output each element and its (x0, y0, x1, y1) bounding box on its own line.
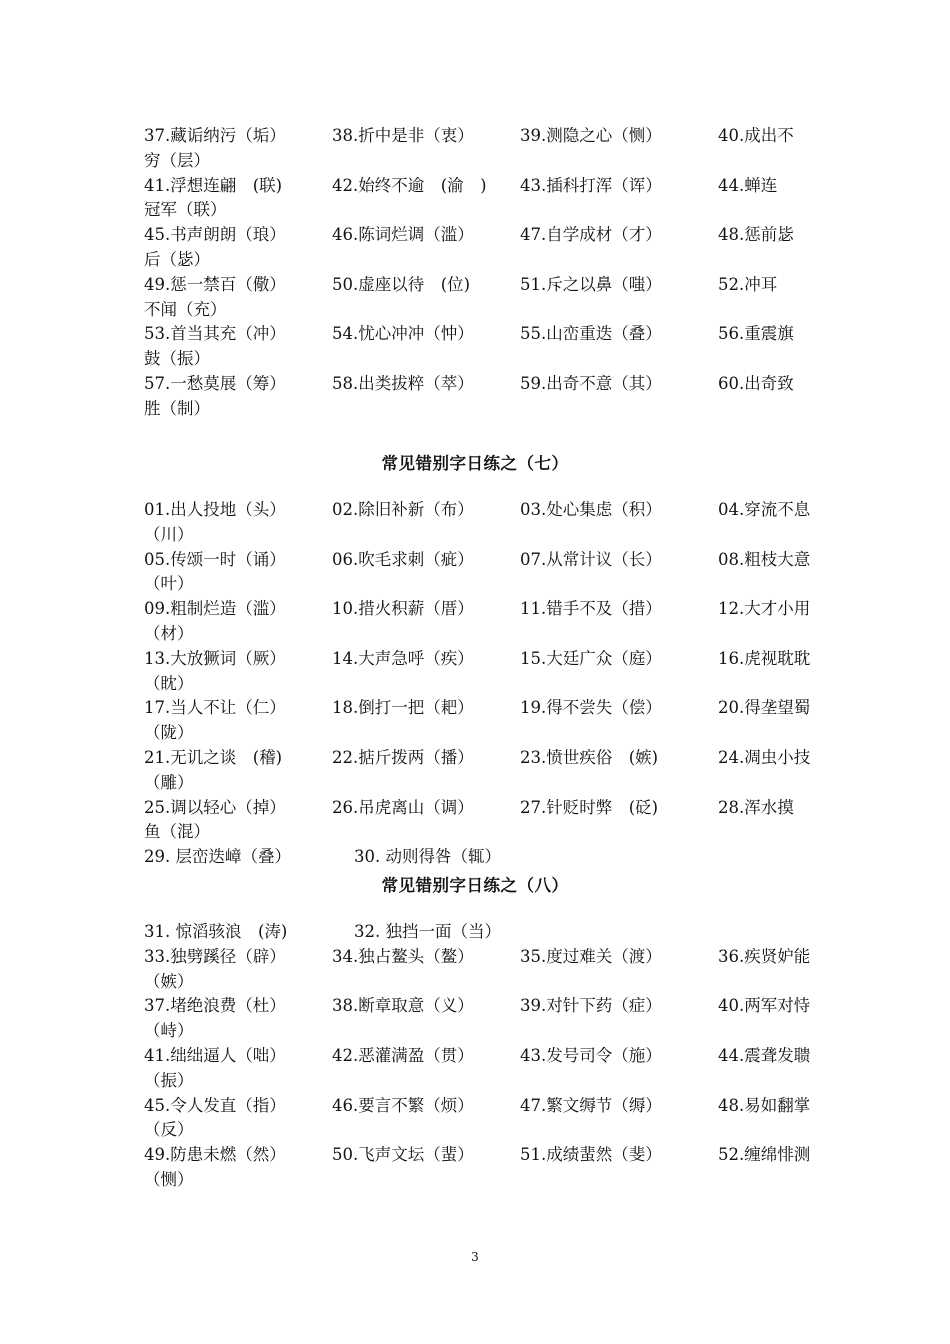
exercise-line (144, 248, 812, 273)
exercise-line (144, 572, 812, 597)
exercise-line (144, 548, 812, 573)
exercise-line (144, 397, 812, 422)
exercise-line (144, 1044, 812, 1069)
exercise-line (144, 820, 812, 845)
page-number: 3 (471, 1250, 479, 1264)
exercise-item: （川） (144, 524, 194, 544)
exercise-item: 56.重震旗 (718, 324, 794, 344)
exercise-item: （反） (144, 1120, 194, 1140)
exercise-line (144, 994, 812, 1019)
exercise-item: 24.凋虫小技 (718, 747, 811, 767)
exercise-line (144, 223, 812, 248)
exercise-item: 14.大声急呼（疾） (332, 648, 474, 668)
exercise-item: （振） (144, 1070, 194, 1090)
exercise-item: 18.倒打一把（耙） (332, 698, 474, 718)
exercise-item: 49.防患未燃（然） (144, 1145, 286, 1165)
exercise-item: 03.处心集虑（积） (520, 500, 662, 519)
exercise-item: 48.易如翻掌 (718, 1095, 811, 1115)
exercise-item: 40.成出不 (718, 126, 794, 145)
exercise-item: 54.忧心冲冲（忡） (332, 324, 474, 344)
exercise-line (144, 347, 812, 372)
exercise-list-seven (144, 498, 812, 870)
exercise-item: 58.出类拔粹（萃） (332, 373, 474, 393)
exercise-item: 51.斥之以鼻（嗤） (520, 274, 662, 294)
exercise-item: 08.粗枝大意 (718, 549, 811, 569)
exercise-item: 55.山峦重迭（叠） (520, 324, 662, 344)
exercise-item: 07.从常计议（长） (520, 549, 662, 569)
exercise-list-continued (144, 124, 812, 422)
exercise-item: 32. 独挡一面（当） (354, 922, 501, 941)
exercise-item: 52.缠绵悱测 (718, 1145, 811, 1165)
exercise-item: 20.得垄望蜀 (718, 698, 811, 718)
exercise-line (144, 1094, 812, 1119)
exercise-item: 49.惩一禁百（儆） (144, 274, 286, 294)
exercise-item: 不闻（充） (144, 299, 227, 319)
exercise-line (144, 622, 812, 647)
exercise-item: 44.蝉连 (718, 175, 778, 195)
exercise-item: 28.浑水摸 (718, 797, 794, 817)
exercise-item: 42.始终不逾 (渝 ) (332, 175, 487, 195)
exercise-item: 38.折中是非（衷） (332, 126, 474, 145)
exercise-item: 06.吹毛求刺（疵） (332, 549, 474, 569)
exercise-item: 后（毖） (144, 249, 210, 269)
exercise-line (144, 845, 812, 870)
exercise-item: 50.虚座以待 (位) (332, 274, 471, 294)
exercise-item: 57.一愁莫展（筹） (144, 373, 286, 393)
exercise-item: 47.自学成材（才） (520, 225, 662, 245)
exercise-line (144, 1168, 812, 1193)
exercise-item: 04.穿流不息 (718, 500, 811, 519)
exercise-item: 10.措火积薪（厝） (332, 599, 474, 619)
exercise-line (144, 1019, 812, 1044)
exercise-item: 45.令人发直（指） (144, 1095, 286, 1115)
exercise-item: 43.插科打浑（诨） (520, 175, 662, 195)
exercise-item: 52.冲耳 (718, 274, 778, 294)
exercise-line (144, 149, 812, 174)
exercise-item: 26.吊虎离山（调） (332, 797, 474, 817)
exercise-item: 38.断章取意（义） (332, 996, 474, 1016)
exercise-line (144, 696, 812, 721)
exercise-line (144, 721, 812, 746)
exercise-item: 15.大廷广众（庭） (520, 648, 662, 668)
section-title-seven: 常见错别字日练之（七） (381, 454, 569, 473)
exercise-item: 鱼（混） (144, 822, 210, 842)
exercise-item: 45.书声朗朗（琅） (144, 225, 286, 245)
exercise-item: 44.震聋发聩 (718, 1045, 811, 1065)
exercise-line (144, 796, 812, 821)
exercise-line (144, 771, 812, 796)
exercise-item: 01.出人投地（头） (144, 500, 286, 519)
exercise-item: 50.飞声文坛（蜚） (332, 1145, 474, 1165)
exercise-item: （材） (144, 623, 194, 643)
exercise-item: （嫉） (144, 971, 194, 991)
exercise-item: 12.大才小用 (718, 599, 811, 619)
exercise-line (144, 970, 812, 995)
exercise-item: 13.大放獗词（厥） (144, 648, 286, 668)
exercise-item: 21.无讥之谈 (稽) (144, 747, 283, 767)
exercise-item: 11.错手不及（措） (520, 599, 662, 619)
exercise-item: （峙） (144, 1021, 194, 1041)
exercise-line (144, 198, 812, 223)
exercise-line (144, 746, 812, 771)
exercise-item: 40.两军对恃 (718, 996, 811, 1016)
exercise-item: 34.独占鳌头（鳌） (332, 946, 474, 966)
exercise-list-eight (144, 920, 812, 1193)
exercise-item: 59.出奇不意（其） (520, 373, 662, 393)
exercise-item: 31. 惊滔骇浪 (涛) (144, 922, 288, 941)
exercise-line (144, 920, 812, 945)
exercise-item: 39.测隐之心（恻） (520, 126, 662, 145)
exercise-line (144, 523, 812, 548)
exercise-line (144, 124, 812, 149)
exercise-item: （雕） (144, 772, 194, 792)
exercise-item: 37.堵绝浪费（杜） (144, 996, 286, 1016)
exercise-item: 46.陈词烂调（滥） (332, 225, 474, 245)
exercise-item: 36.疾贤妒能 (718, 946, 811, 966)
exercise-line (144, 372, 812, 397)
exercise-item: 39.对针下药（症） (520, 996, 662, 1016)
exercise-line (144, 174, 812, 199)
exercise-item: 胜（制） (144, 398, 210, 418)
exercise-line (144, 273, 812, 298)
exercise-item: 27.针贬时弊 (砭) (520, 797, 659, 817)
exercise-line (144, 498, 812, 523)
exercise-item: 23.愤世疾俗 (嫉) (520, 747, 659, 767)
exercise-line (144, 322, 812, 347)
exercise-item: 穷（层） (144, 150, 210, 170)
exercise-line (144, 647, 812, 672)
exercise-line (144, 945, 812, 970)
exercise-item: 29. 层峦迭嶂（叠） (144, 847, 291, 867)
exercise-item: 02.除旧补新（布） (332, 500, 474, 519)
exercise-item: 46.要言不繁（烦） (332, 1095, 474, 1115)
exercise-item: （叶） (144, 574, 194, 594)
exercise-line (144, 597, 812, 622)
exercise-line (144, 672, 812, 697)
exercise-item: 41.浮想连翩 (联) (144, 175, 283, 195)
exercise-item: 42.恶灌满盈（贯） (332, 1045, 474, 1065)
exercise-item: 51.成绩蜚然（斐） (520, 1145, 662, 1165)
exercise-item: 35.度过难关（渡） (520, 946, 662, 966)
section-title-eight: 常见错别字日练之（八） (381, 876, 569, 895)
exercise-item: （恻） (144, 1169, 194, 1189)
exercise-item: 鼓（振） (144, 349, 210, 369)
exercise-item: 60.出奇致 (718, 373, 794, 393)
exercise-item: 17.当人不让（仁） (144, 698, 286, 718)
exercise-item: 19.得不尝失（偿） (520, 698, 662, 718)
exercise-line (144, 1069, 812, 1094)
exercise-line (144, 1118, 812, 1143)
exercise-line (144, 298, 812, 323)
exercise-item: 09.粗制烂造（滥） (144, 599, 286, 619)
exercise-item: 41.绌绌逼人（咄） (144, 1045, 286, 1065)
exercise-item: 37.藏诟纳污（垢） (144, 126, 286, 145)
exercise-item: （陇） (144, 723, 194, 743)
exercise-item: 43.发号司令（施） (520, 1045, 662, 1065)
exercise-line (144, 1143, 812, 1168)
exercise-item: 25.调以轻心（掉） (144, 797, 286, 817)
exercise-item: 48.惩前毖 (718, 225, 794, 245)
exercise-item: 53.首当其充（冲） (144, 324, 286, 344)
exercise-item: 16.虎视耽耽 (718, 648, 811, 668)
exercise-item: 47.繁文缛节（缛） (520, 1095, 662, 1115)
exercise-item: 05.传颂一时（诵） (144, 549, 286, 569)
exercise-item: 30. 动则得咎（辄） (354, 847, 501, 867)
exercise-item: （眈） (144, 673, 194, 693)
exercise-item: 33.独劈蹊径（辟） (144, 946, 286, 966)
exercise-item: 22.掂斤拨两（播） (332, 747, 474, 767)
exercise-item: 冠军（联） (144, 200, 227, 220)
